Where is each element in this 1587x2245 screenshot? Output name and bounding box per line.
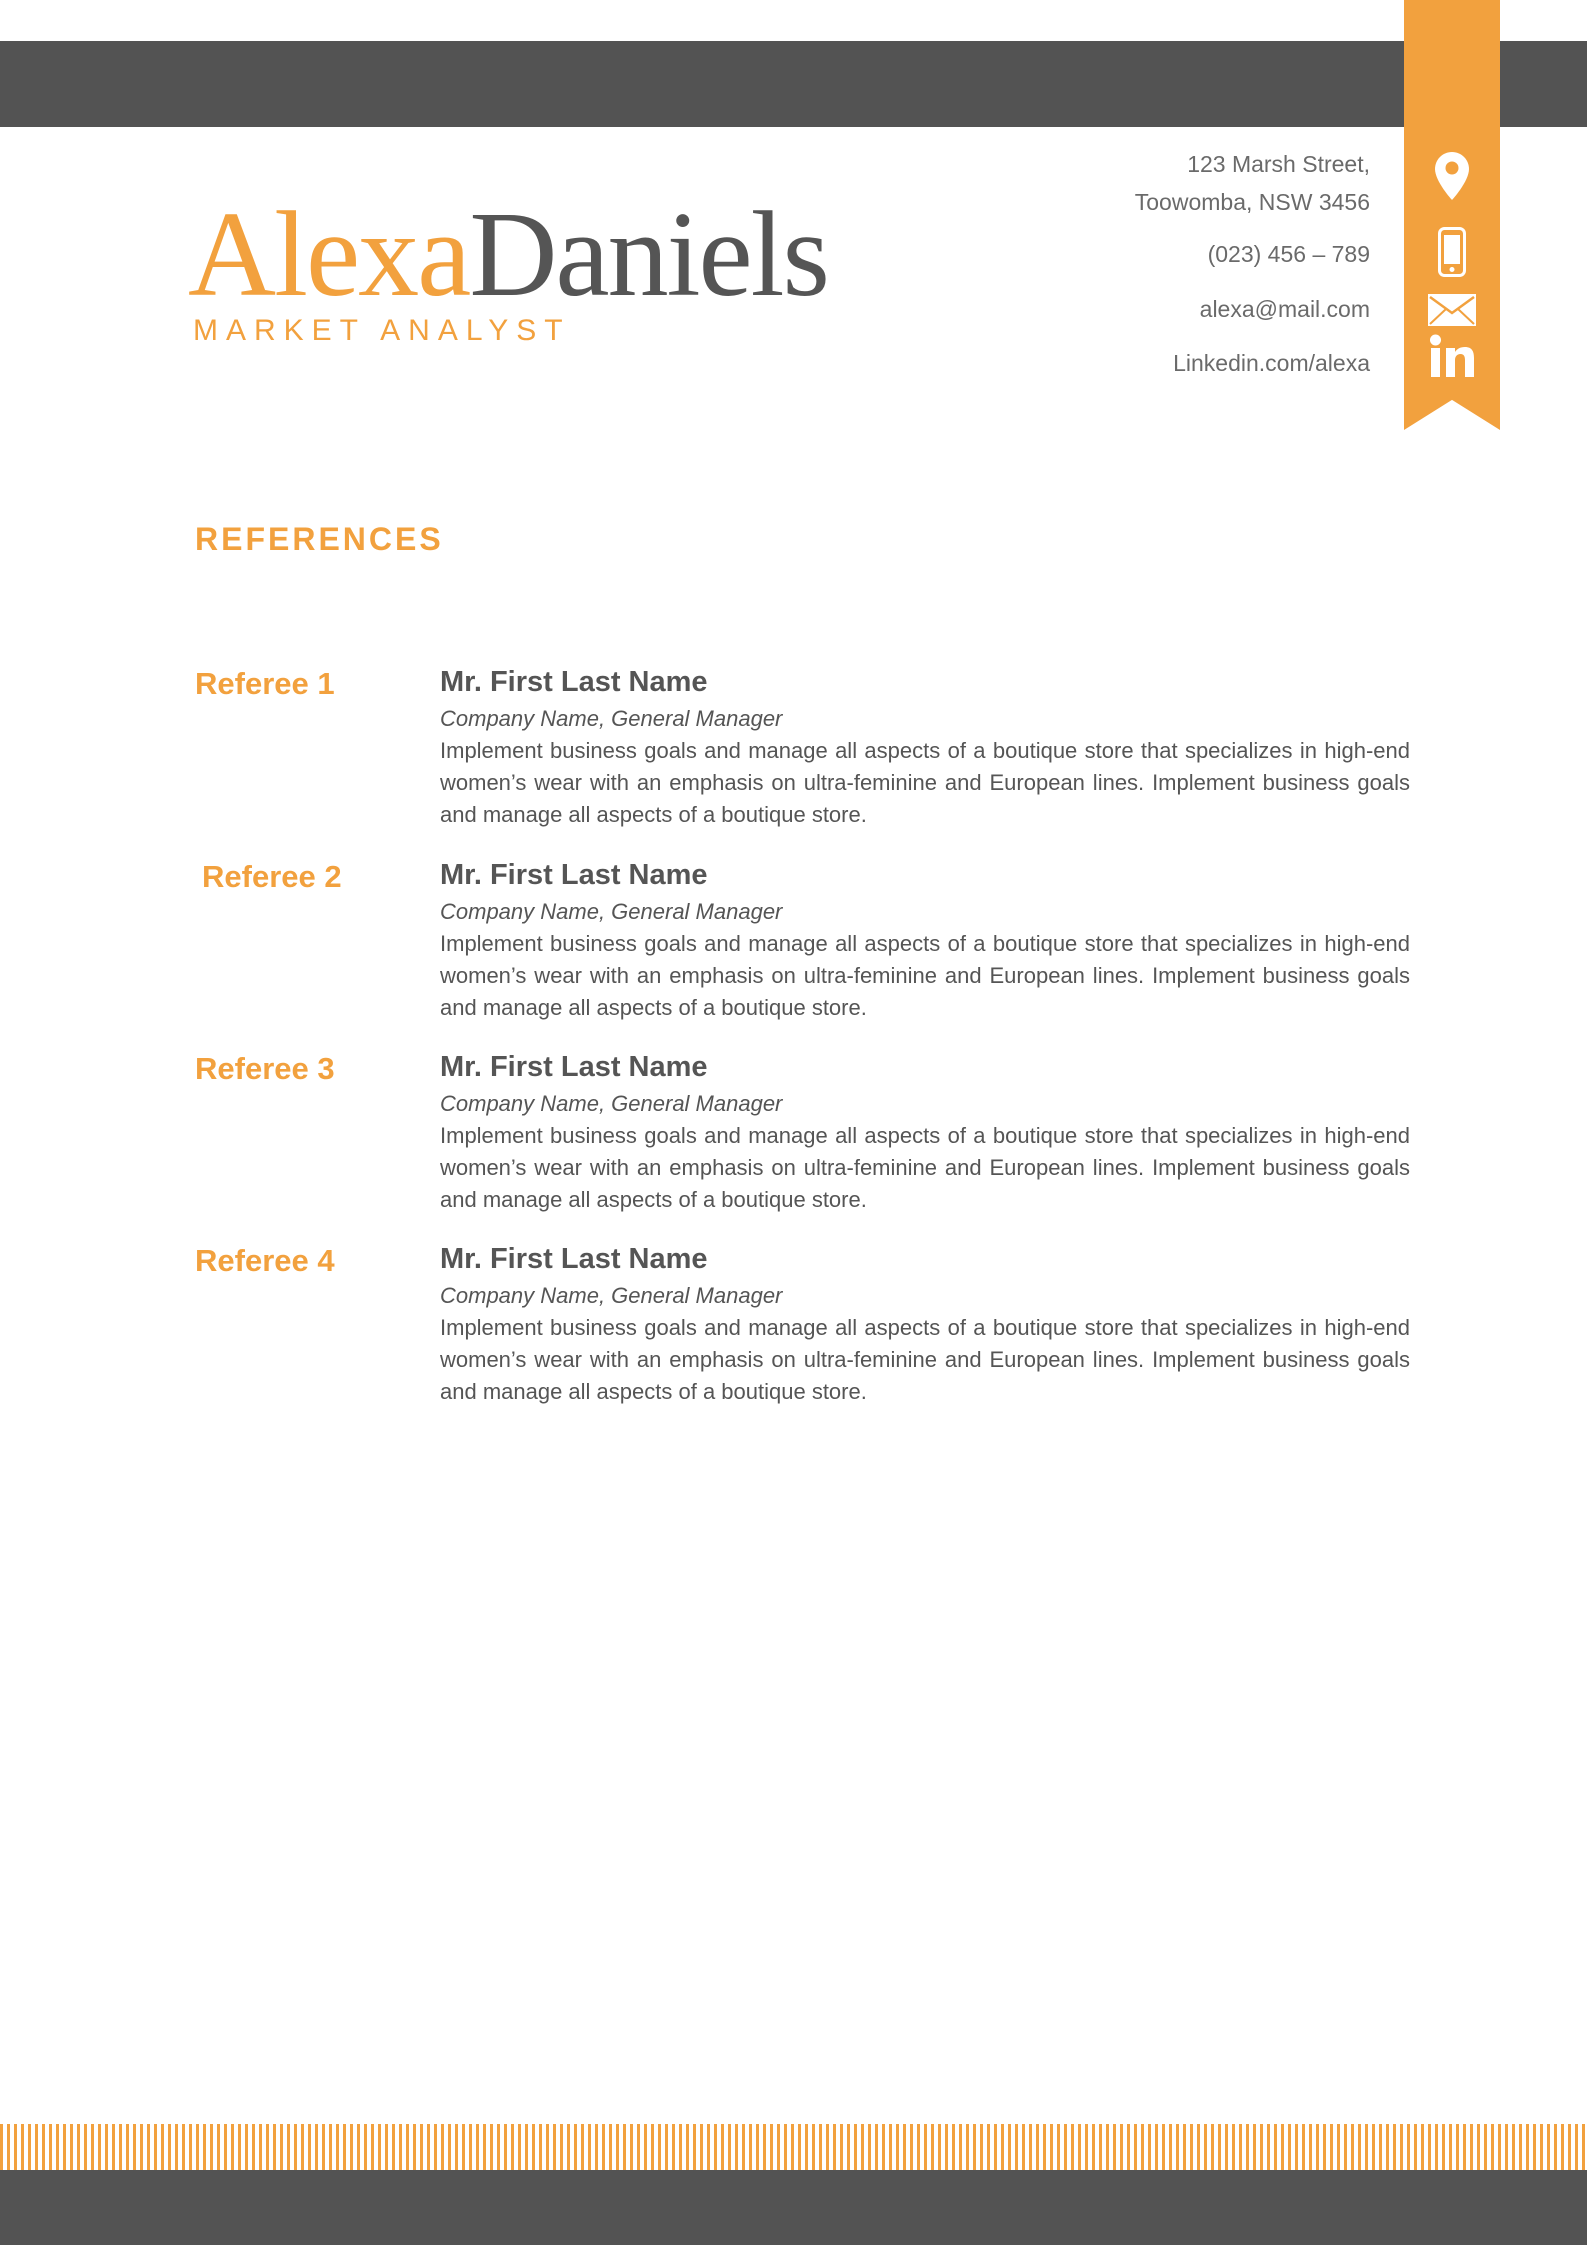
referee-company: Company Name, General Manager [440,1283,783,1308]
referee-company: Company Name, General Manager [440,706,783,731]
referee-description: Implement business goals and manage all aspects of a boutique store that specializes in high-end women’s wear with an emphasis on ultra-feminine and European lines. Implement business goals and manage all aspects of a boutique store. [440,738,1410,827]
header-bar [0,41,1587,127]
referee-description: Implement business goals and manage all aspects of a boutique store that specializes in high-end women’s wear with an emphasis on ultra-feminine and European lines. Implement business goals and manage all aspects of a boutique store. [440,1315,1410,1404]
footer-stripes [0,2124,1587,2170]
reference-item [0,859,1587,1049]
reference-item [0,1051,1587,1241]
candidate-name [188,180,828,330]
referee-company: Company Name, General Manager [440,899,783,924]
section-title-references: REFERENCES [195,521,444,557]
job-title: MARKET ANALYST [193,314,571,347]
contact-phone: (023) 456 – 789 [1207,241,1370,267]
reference-item [0,1243,1587,1433]
mail-icon [1404,294,1500,326]
referee-name: Mr. First Last Name [440,859,708,891]
referee-name: Mr. First Last Name [440,666,708,698]
contact-linkedin[interactable]: Linkedin.com/alexa [1173,350,1370,376]
referee-name: Mr. First Last Name [440,1051,708,1083]
reference-item [0,666,1587,856]
phone-icon [1404,227,1500,277]
contact-email[interactable]: alexa@mail.com [1199,296,1370,322]
referee-name: Mr. First Last Name [440,1243,708,1275]
referee-label: Referee 3 [195,1051,335,1086]
referee-company: Company Name, General Manager [440,1091,783,1116]
contact-address [1135,145,1370,221]
contact-ribbon [1404,0,1500,430]
referee-label: Referee 4 [195,1243,335,1278]
address-line-2: Toowomba, NSW 3456 [1134,189,1370,215]
first-name: Alexa [188,187,470,322]
footer-bar [0,2170,1587,2245]
referee-label: Referee 2 [202,859,342,894]
location-pin-icon [1404,152,1500,200]
referee-label: Referee 1 [195,666,335,701]
referee-description: Implement business goals and manage all aspects of a boutique store that specializes in high-end women’s wear with an emphasis on ultra-feminine and European lines. Implement business goals and manage all aspects of a boutique store. [440,1123,1410,1212]
linkedin-icon [1404,334,1500,378]
address-line-1: 123 Marsh Street, [1187,151,1370,177]
referee-description: Implement business goals and manage all aspects of a boutique store that specializes in high-end women’s wear with an emphasis on ultra-feminine and European lines. Implement business goals and manage all aspects of a boutique store. [440,931,1410,1020]
last-name: Daniels [469,187,828,322]
